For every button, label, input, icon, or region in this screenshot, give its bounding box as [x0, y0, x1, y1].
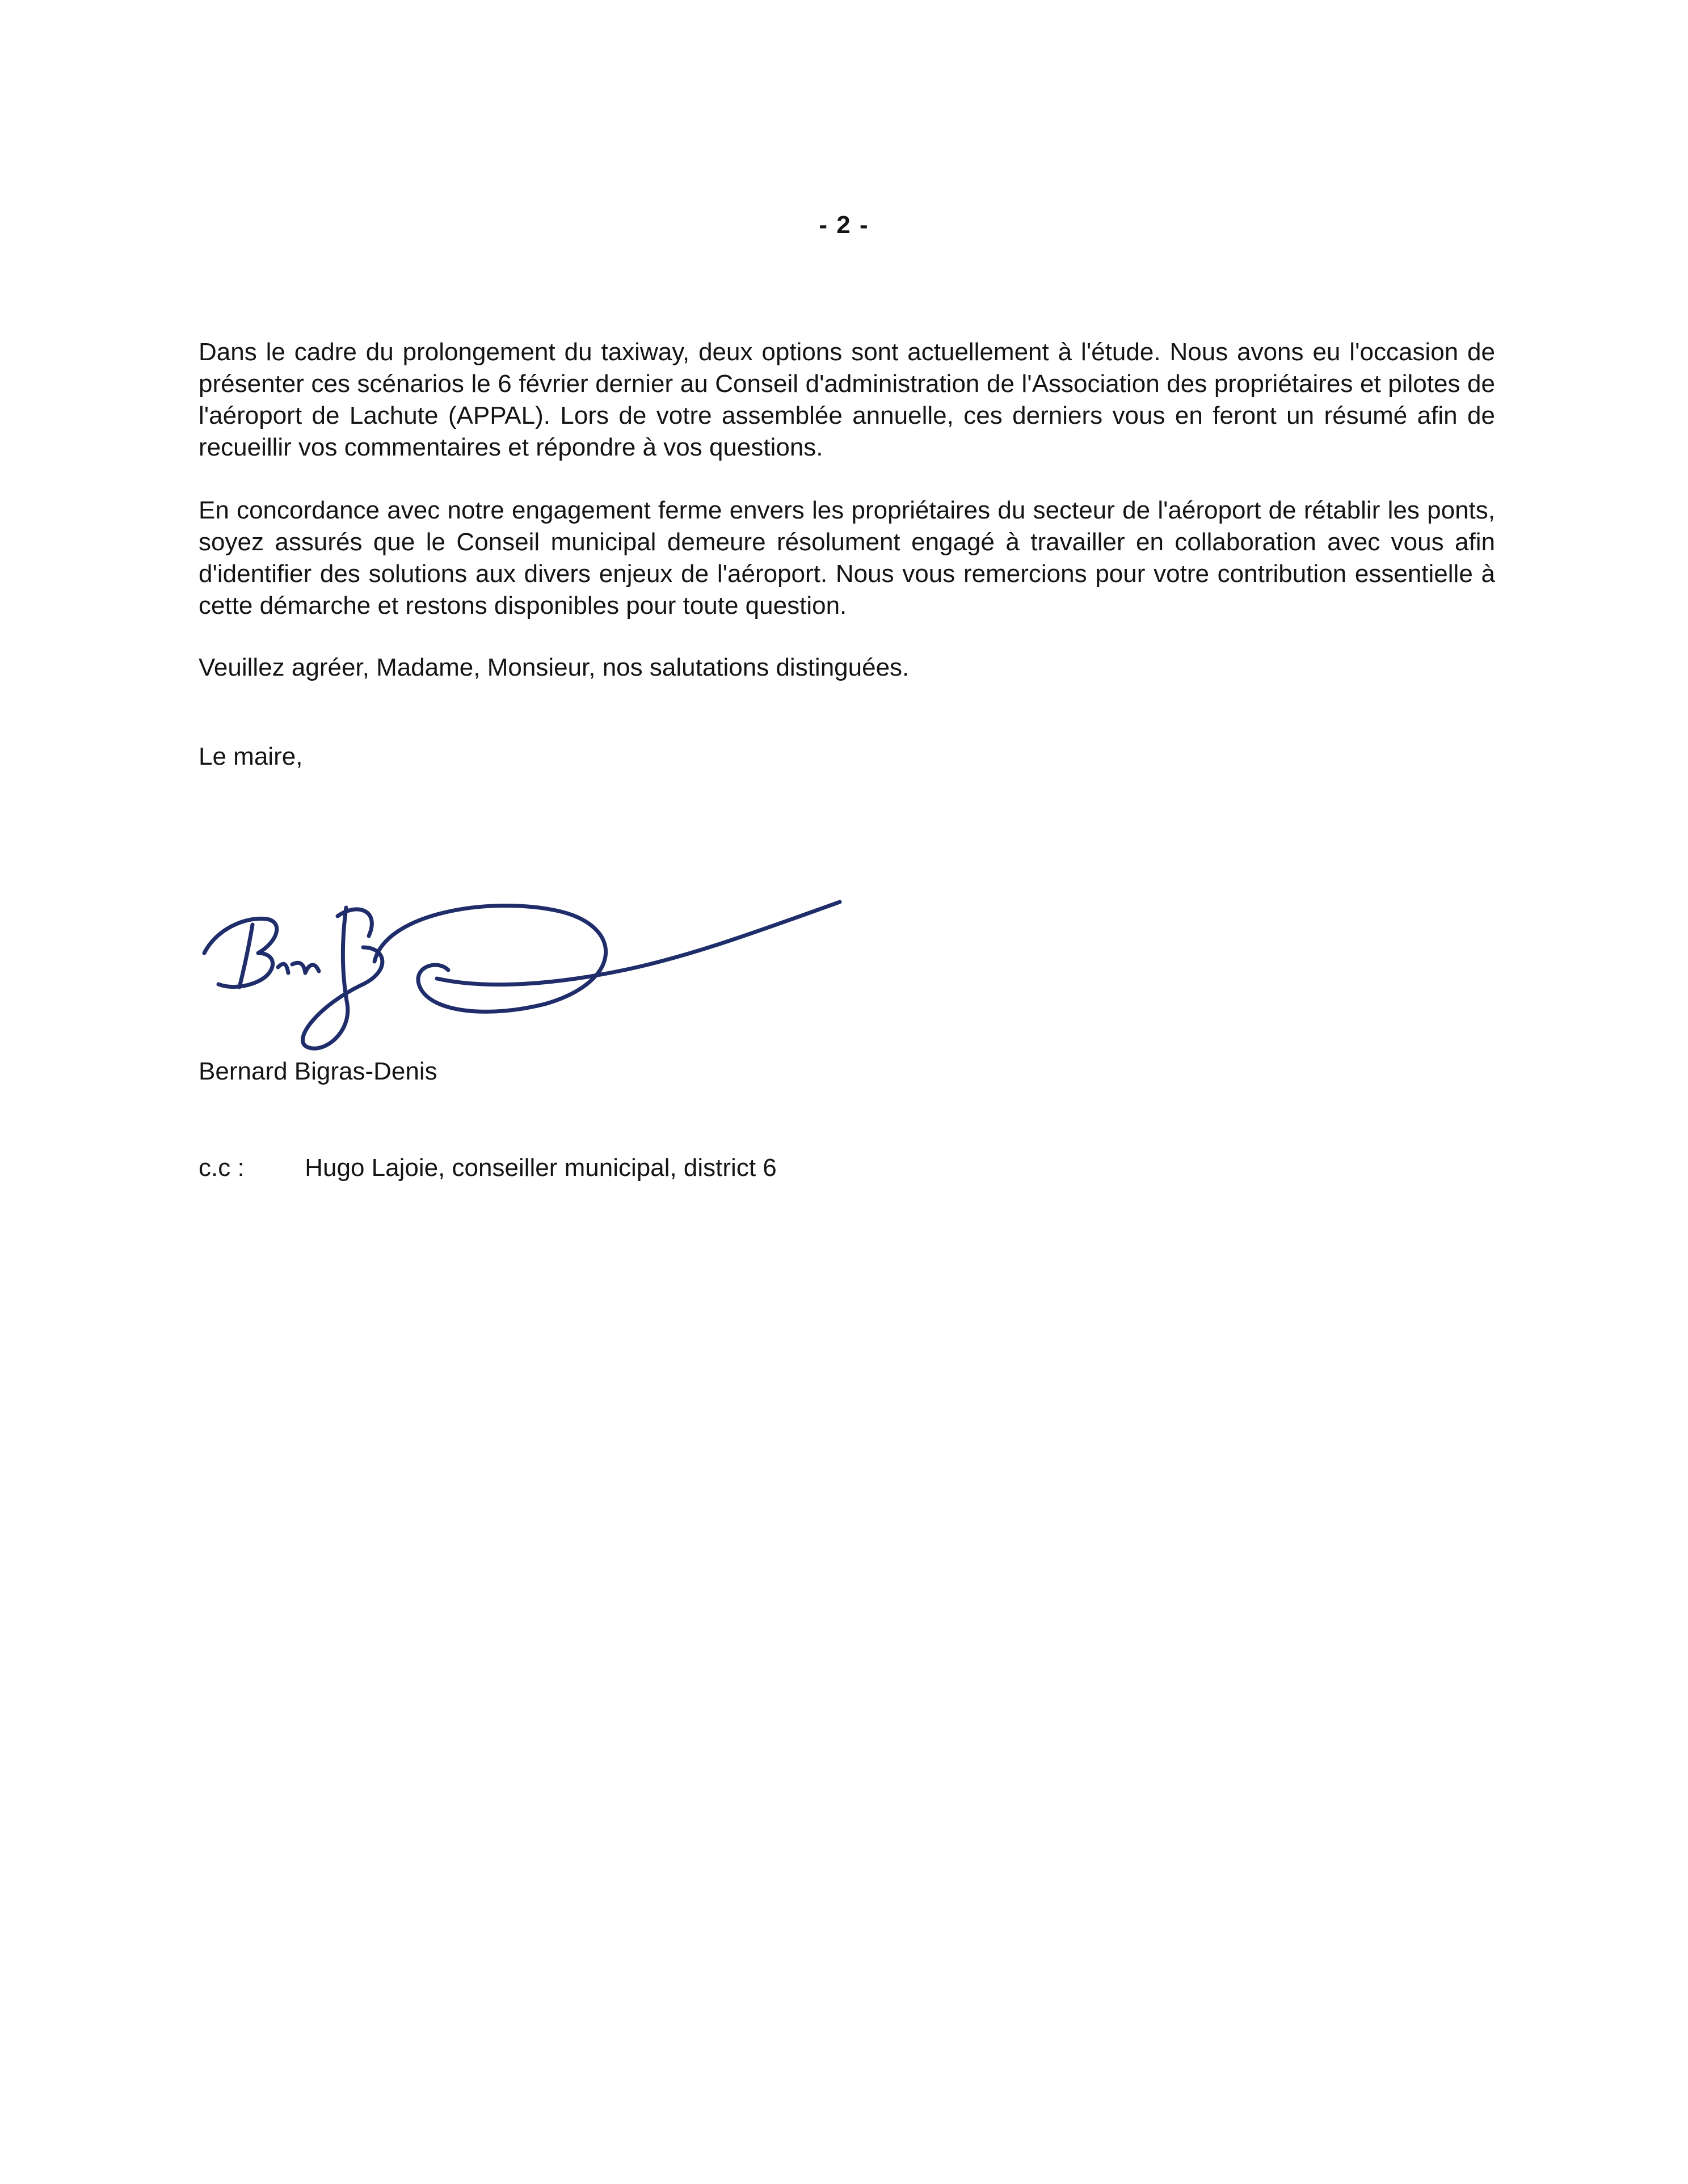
page-number: - 2 -	[819, 211, 869, 239]
signature-stroke-in	[278, 963, 319, 973]
signer-name: Bernard Bigras-Denis	[199, 1057, 437, 1085]
signature-stroke-b-stem	[239, 925, 252, 987]
signature-stroke-oval	[374, 905, 606, 1011]
closing-salutation: Veuillez agréer, Madame, Monsieur, nos salutations distinguées.	[199, 653, 910, 681]
body-paragraph-taxiway: Dans le cadre du prolongement du taxiway, deux options sont actuellement à l'étude. Nous avons eu l'occasion de présenter ces scénarios le 6 février dernier au Conseil d'administration de l'Association des propriétaires et pilotes de l'aéroport de Lachute (APPAL). Lors de votre assemblée annuelle, ces derniers vous en feront un résumé afin de recueillir vos commentaires et répondre à vos questions.	[199, 338, 1495, 461]
cc-line	[199, 1152, 777, 1184]
cc-recipient: Hugo Lajoie, conseiller municipal, district 6	[305, 1154, 777, 1182]
body-paragraph-collaboration: En concordance avec notre engagement ferme envers les propriétaires du secteur de l'aéroport de rétablir les ponts, soyez assurés que le Conseil municipal demeure résolument engagé à travailler en collaboration avec vous afin d'identifier des solutions aux divers enjeux de l'aéroport. Nous vous remercions pour votre contribution essentielle à cette démarche et restons disponibles pour toute question.	[199, 496, 1495, 619]
cc-label: c.c :	[199, 1154, 245, 1182]
handwritten-signature	[193, 862, 862, 1055]
signer-title: Le maire,	[199, 743, 303, 770]
signature-stroke-flourish	[437, 902, 840, 985]
